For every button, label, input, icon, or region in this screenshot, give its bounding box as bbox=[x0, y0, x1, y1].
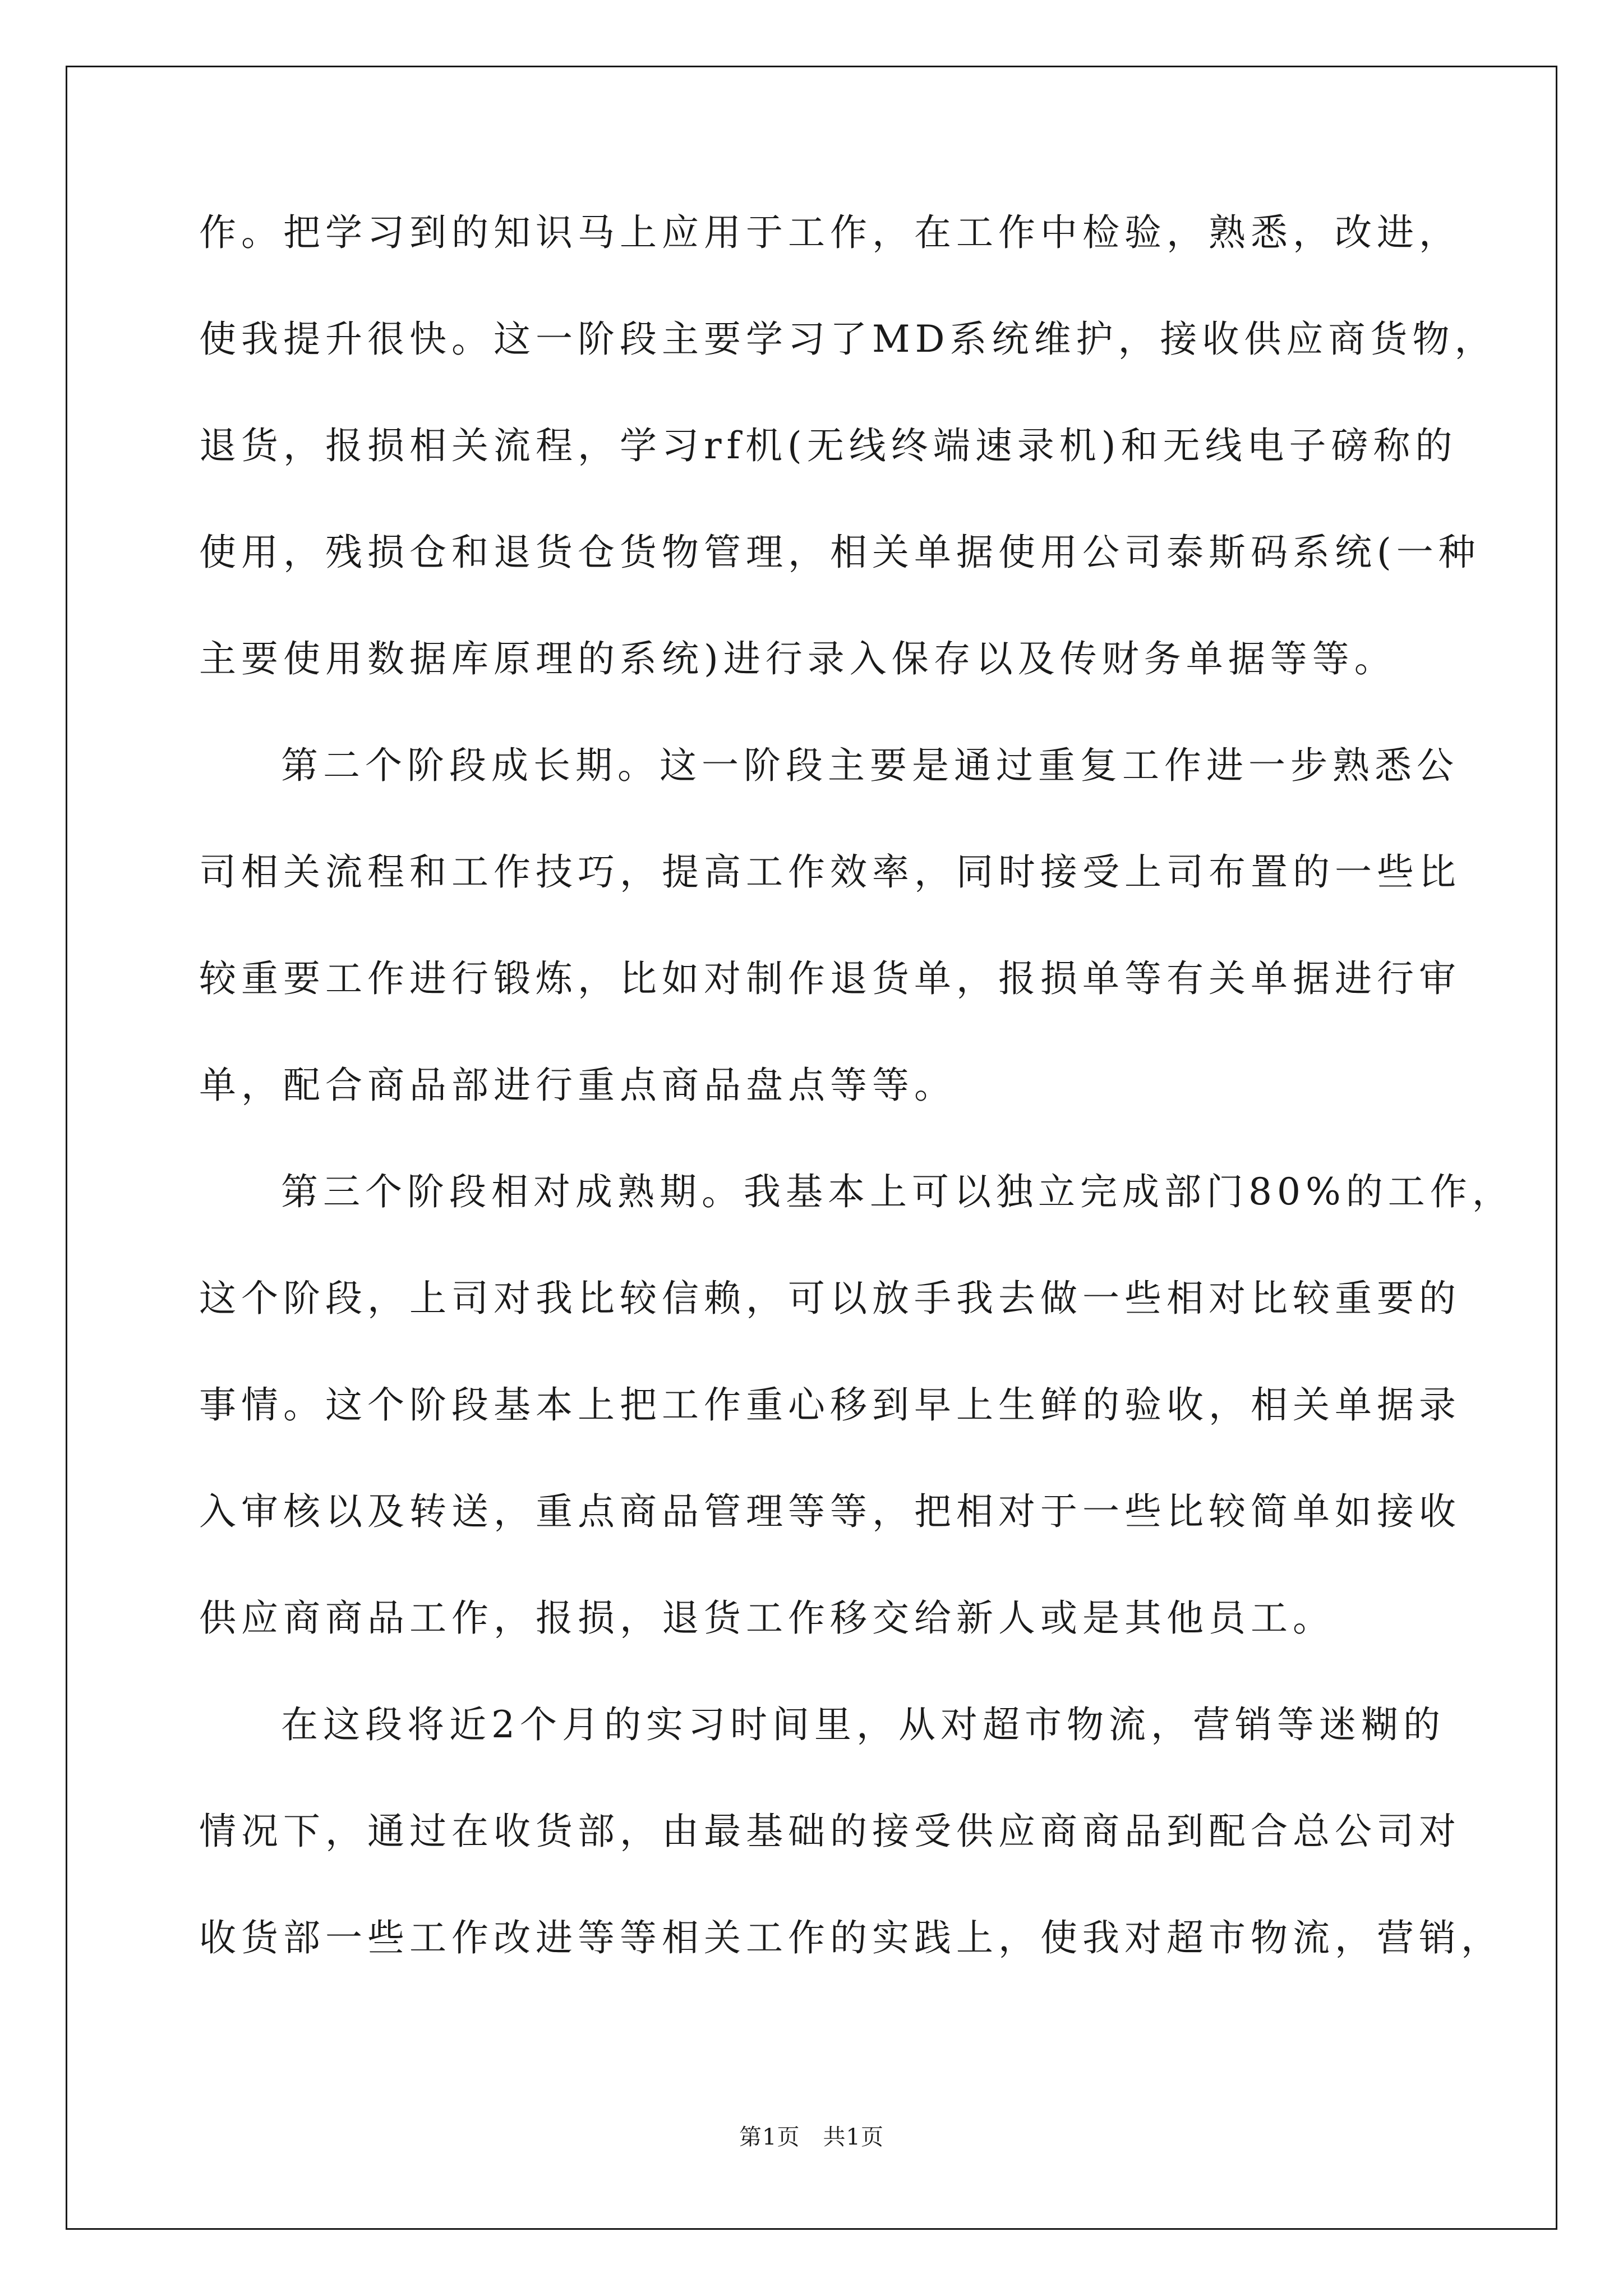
text-line: 供应商商品工作，报损，退货工作移交给新人或是其他员工。 bbox=[199, 1596, 1335, 1640]
paragraph-start-line: 第三个阶段相对成熟期。我基本上可以独立完成部门80%的工作， bbox=[281, 1170, 1514, 1213]
text-line: 使我提升很快。这一阶段主要学习了MD系统维护，接收供应商货物， bbox=[199, 318, 1497, 361]
text-line: 情况下，通过在收货部，由最基础的接受供应商商品到配合总公司对 bbox=[199, 1810, 1461, 1853]
text-line: 司相关流程和工作技巧，提高工作效率，同时接受上司布置的一些比 bbox=[199, 850, 1461, 894]
text-line: 事情。这个阶段基本上把工作重心移到早上生鲜的验收，相关单据录 bbox=[199, 1383, 1461, 1427]
text-line: 作。把学习到的知识马上应用于工作，在工作中检验，熟悉，改进， bbox=[199, 211, 1461, 254]
text-line: 较重要工作进行锻炼，比如对制作退货单，报损单等有关单据进行审 bbox=[199, 957, 1461, 1000]
text-line: 入审核以及转送，重点商品管理等等，把相对于一些比较简单如接收 bbox=[199, 1490, 1461, 1533]
text-line: 主要使用数据库原理的系统)进行录入保存以及传财务单据等等。 bbox=[199, 637, 1396, 680]
paragraph-start-line: 第二个阶段成长期。这一阶段主要是通过重复工作进一步熟悉公 bbox=[281, 744, 1459, 787]
document-body bbox=[199, 210, 1514, 2022]
text-line: 单，配合商品部进行重点商品盘点等等。 bbox=[199, 1064, 956, 1107]
paragraph-start-line: 在这段将近2个月的实习时间里，从对超市物流，营销等迷糊的 bbox=[281, 1703, 1445, 1746]
text-line: 这个阶段，上司对我比较信赖，可以放手我去做一些相对比较重要的 bbox=[199, 1277, 1461, 1320]
text-line: 退货，报损相关流程，学习rf机(无线终端速录机)和无线电子磅称的 bbox=[199, 424, 1458, 467]
text-line: 使用，残损仓和退货仓货物管理，相关单据使用公司泰斯码系统(一种 bbox=[199, 531, 1481, 574]
text-line: 收货部一些工作改进等等相关工作的实践上，使我对超市物流，营销， bbox=[199, 1916, 1503, 1959]
page-footer: 第1页 共1页 bbox=[739, 2124, 884, 2150]
